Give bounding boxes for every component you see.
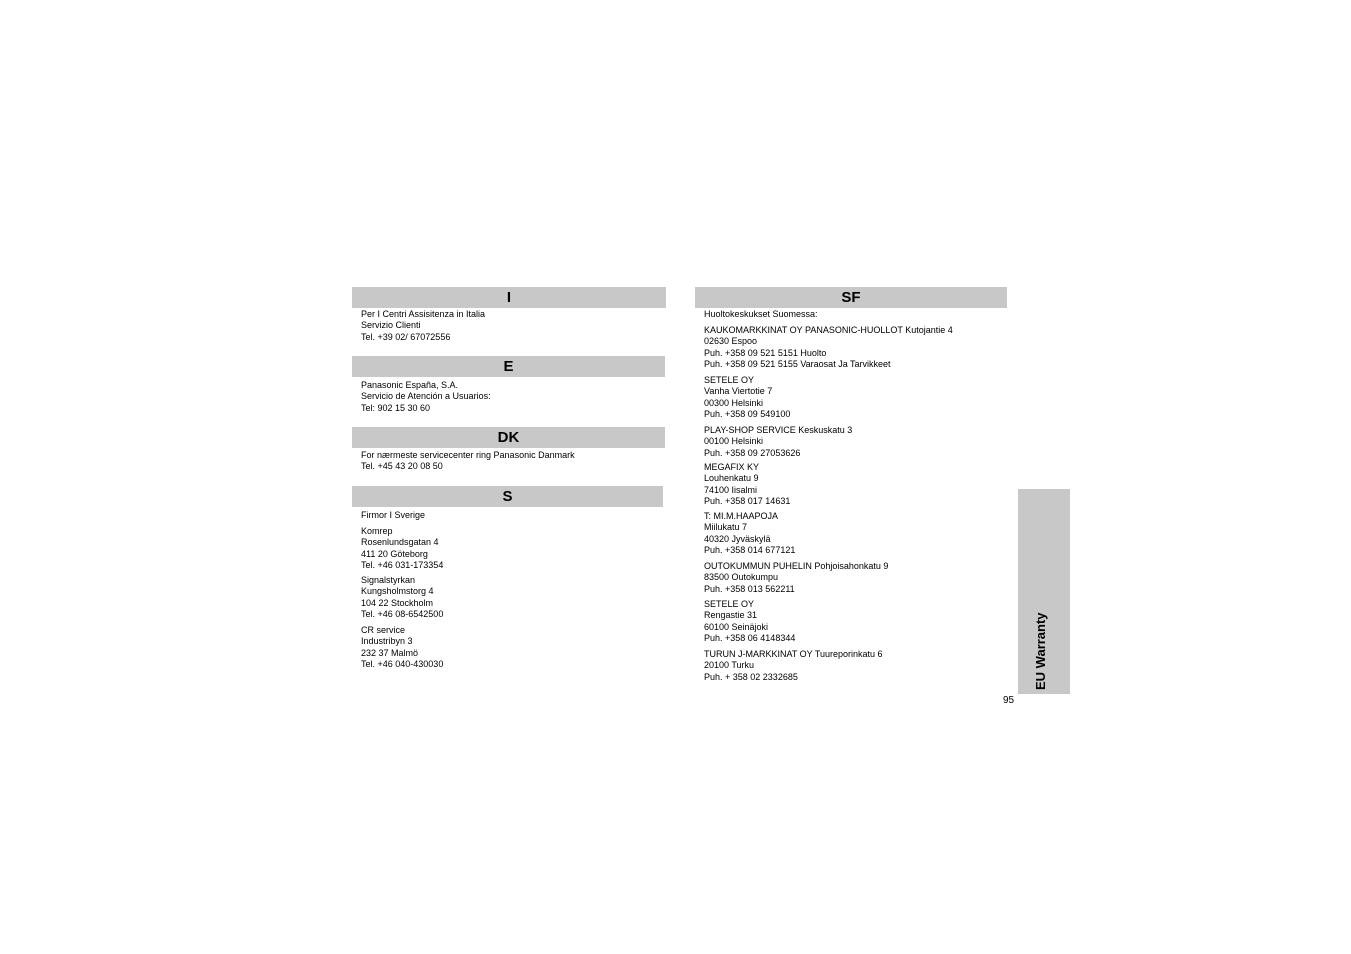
text-line: 83500 Outokumpu bbox=[704, 572, 779, 583]
text-line: MEGAFIX KY bbox=[704, 462, 760, 472]
text-line: Signalstyrkan bbox=[361, 575, 416, 585]
text-line: Louhenkatu 9 bbox=[704, 473, 759, 484]
sweden-service-entry bbox=[361, 625, 443, 670]
text-line: Tel. +45 43 20 08 50 bbox=[361, 461, 443, 472]
text-line: Puh. +358 09 27053626 bbox=[704, 447, 801, 458]
text-line: 411 20 Göteborg bbox=[361, 548, 428, 559]
text-line: SETELE OY bbox=[704, 599, 755, 609]
text-line: Komrep bbox=[361, 526, 393, 536]
finland-service-entry bbox=[704, 425, 852, 459]
text-line: Servizio Clienti bbox=[361, 320, 421, 331]
text-line: Industribyn 3 bbox=[361, 636, 413, 647]
text-line: Per I Centri Assisitenza in Italia bbox=[361, 309, 486, 319]
italy-contact-block bbox=[361, 309, 485, 343]
finland-service-entry bbox=[704, 649, 883, 683]
text-line: Tel. +46 08-6542500 bbox=[361, 608, 444, 619]
text-line: Puh. +358 09 521 5155 Varaosat Ja Tarvikkeet bbox=[704, 358, 891, 369]
text-line: Puh. +358 014 677121 bbox=[704, 544, 796, 555]
finland-service-entry bbox=[704, 599, 795, 644]
text-line: Puh. +358 09 549100 bbox=[704, 408, 791, 419]
finland-service-entry bbox=[704, 462, 790, 507]
text-line: Vanha Viertotie 7 bbox=[704, 386, 773, 397]
side-tab-label: EU Warranty bbox=[1033, 612, 1048, 690]
section-header-spain: E bbox=[352, 356, 665, 377]
section-header-finland: SF bbox=[695, 287, 1007, 308]
text-line: For nærmeste servicecenter ring Panasonic Danmark bbox=[361, 450, 575, 460]
text-line: Servicio de Atención a Usuarios: bbox=[361, 391, 491, 402]
sweden-service-entry bbox=[361, 526, 443, 571]
text-line: 02630 Espoo bbox=[704, 336, 758, 347]
text-line: 40320 Jyväskylä bbox=[704, 533, 771, 544]
text-line: 232 37 Malmö bbox=[361, 647, 419, 658]
text-line: Puh. +358 06 4148344 bbox=[704, 632, 796, 643]
text-line: Puh. + 358 02 2332685 bbox=[704, 671, 798, 682]
text-line: 00100 Helsinki bbox=[704, 436, 764, 447]
text-line: KAUKOMARKKINAT OY PANASONIC-HUOLLOT Kutojantie 4 bbox=[704, 325, 953, 335]
text-line: 60100 Seinäjoki bbox=[704, 621, 769, 632]
finland-service-entry bbox=[704, 561, 888, 595]
text-line: T: MI.M.HAAPOJA bbox=[704, 511, 779, 521]
text-line: Tel: 902 15 30 60 bbox=[361, 402, 431, 413]
text-line: Tel. +39 02/ 67072556 bbox=[361, 331, 451, 342]
section-header-sweden: S bbox=[352, 486, 663, 507]
text-line: OUTOKUMMUN PUHELIN Pohjoisahonkatu 9 bbox=[704, 561, 889, 571]
denmark-contact-block bbox=[361, 450, 575, 473]
section-header-denmark: DK bbox=[352, 427, 665, 448]
text-line: Miilukatu 7 bbox=[704, 522, 748, 533]
finland-service-entry bbox=[704, 375, 790, 420]
text-line: Tel. +46 031-173354 bbox=[361, 559, 444, 570]
sweden-service-entry bbox=[361, 575, 443, 620]
text-line: 00300 Helsinki bbox=[704, 397, 764, 408]
finland-service-entry bbox=[704, 511, 795, 556]
finland-service-entry bbox=[704, 325, 953, 370]
text-line: PLAY-SHOP SERVICE Keskuskatu 3 bbox=[704, 425, 853, 435]
text-line: Kungsholmstorg 4 bbox=[361, 586, 434, 597]
text-line: CR service bbox=[361, 625, 406, 635]
sweden-intro: Firmor I Sverige bbox=[361, 510, 426, 520]
text-line: Puh. +358 017 14631 bbox=[704, 495, 791, 506]
text-line: Tel. +46 040-430030 bbox=[361, 658, 444, 669]
text-line: Puh. +358 013 562211 bbox=[704, 583, 795, 594]
text-line: 20100 Turku bbox=[704, 660, 755, 671]
text-line: Rengastie 31 bbox=[704, 610, 758, 621]
page-number: 95 bbox=[1003, 695, 1015, 706]
section-header-italy: I bbox=[352, 287, 666, 308]
text-line: 104 22 Stockholm bbox=[361, 597, 434, 608]
text-line: Panasonic España, S.A. bbox=[361, 380, 459, 390]
spain-contact-block bbox=[361, 380, 491, 414]
text-line: TURUN J-MARKKINAT OY Tuureporinkatu 6 bbox=[704, 649, 883, 659]
text-line: SETELE OY bbox=[704, 375, 755, 385]
text-line: Rosenlundsgatan 4 bbox=[361, 537, 439, 548]
text-line: 74100 Iisalmi bbox=[704, 484, 758, 495]
finland-intro: Huoltokeskukset Suomessa: bbox=[704, 309, 818, 319]
text-line: Puh. +358 09 521 5151 Huolto bbox=[704, 347, 827, 358]
